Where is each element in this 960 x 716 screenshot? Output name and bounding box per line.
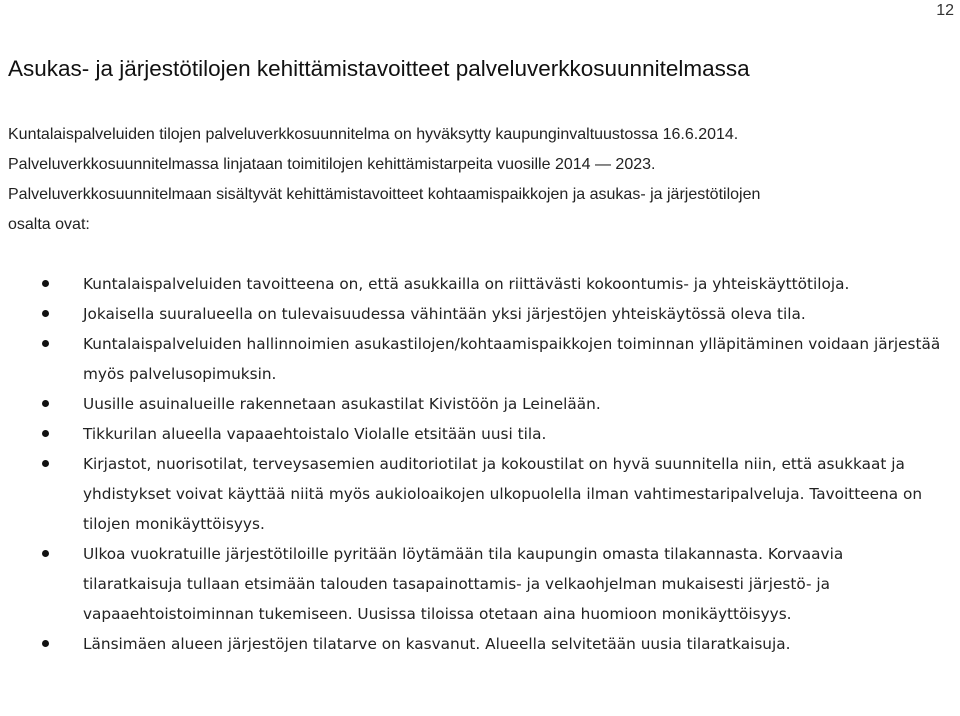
goal-text: Kirjastot, nuorisotilat, terveysasemien auditoriotilat ja kokoustilat on hyvä suunnitella niin, että asukkaat ja yhdistykset voivat käyttää niitä myös aukioloaikojen ulkopuolella ilman vahtimestaripalveluja. Tavoitteena on tilojen monikäyttöisyys. (83, 455, 923, 533)
page-number: 12 (936, 2, 954, 19)
goal-text: Kuntalaispalveluiden tavoitteena on, että asukkailla on riittävästi kokoontumis- ja yhteiskäyttötiloja. (83, 275, 850, 293)
bullet-icon (42, 550, 49, 557)
goal-text: Uusille asuinalueille rakennetaan asukastilat Kivistöön ja Leinelään. (83, 395, 601, 413)
bullet-icon (42, 460, 49, 467)
goals-list (0, 269, 945, 659)
bullet-icon (42, 430, 49, 437)
goal-item (0, 629, 945, 659)
intro-line: Palveluverkkosuunnitelmassa linjataan toimitilojen kehittämistarpeita vuosille 2014 — 2023. (8, 156, 656, 173)
bullet-icon (42, 310, 49, 317)
goal-item (0, 269, 945, 299)
goal-text: Ulkoa vuokratuille järjestötiloille pyritään löytämään tila kaupungin omasta tilakannasta. Korvaavia tilaratkaisuja tullaan etsimään talouden tasapainottamis- ja velkaohjelman mukaisesti järjestö- ja vapaaehtoistoiminnan tukemiseen. Uusissa tiloissa otetaan aina huomioon monikäyttöisyys. (83, 545, 844, 623)
bullet-icon (42, 640, 49, 647)
intro-line: Palveluverkkosuunnitelmaan sisältyvät kehittämistavoitteet kohtaamispaikkojen ja asukas- ja järjestötilojen (8, 186, 761, 203)
intro-line: Kuntalaispalveluiden tilojen palveluverkkosuunnitelma on hyväksytty kaupunginvaltuustossa 16.6.2014. (8, 126, 739, 143)
goal-text: Jokaisella suuralueella on tulevaisuudessa vähintään yksi järjestöjen yhteiskäytössä oleva tila. (83, 305, 806, 323)
bullet-icon (42, 340, 49, 347)
goal-item (0, 449, 945, 539)
bullet-icon (42, 280, 49, 287)
goal-item (0, 419, 945, 449)
intro-paragraph (8, 120, 958, 240)
goal-text: Kuntalaispalveluiden hallinnoimien asukastilojen/kohtaamispaikkojen toiminnan ylläpitäminen voidaan järjestää myös palvelusopimuksin. (83, 335, 941, 383)
goal-text: Länsimäen alueen järjestöjen tilatarve on kasvanut. Alueella selvitetään uusia tilaratkaisuja. (83, 635, 791, 653)
goal-item (0, 539, 945, 629)
goal-item (0, 329, 945, 389)
bullet-icon (42, 400, 49, 407)
page-title: Asukas- ja järjestötilojen kehittämistavoitteet palveluverkkosuunnitelmassa (8, 56, 750, 81)
intro-line: osalta ovat: (8, 216, 90, 233)
goal-item (0, 299, 945, 329)
goal-text: Tikkurilan alueella vapaaehtoistalo Violalle etsitään uusi tila. (83, 425, 547, 443)
goal-item (0, 389, 945, 419)
